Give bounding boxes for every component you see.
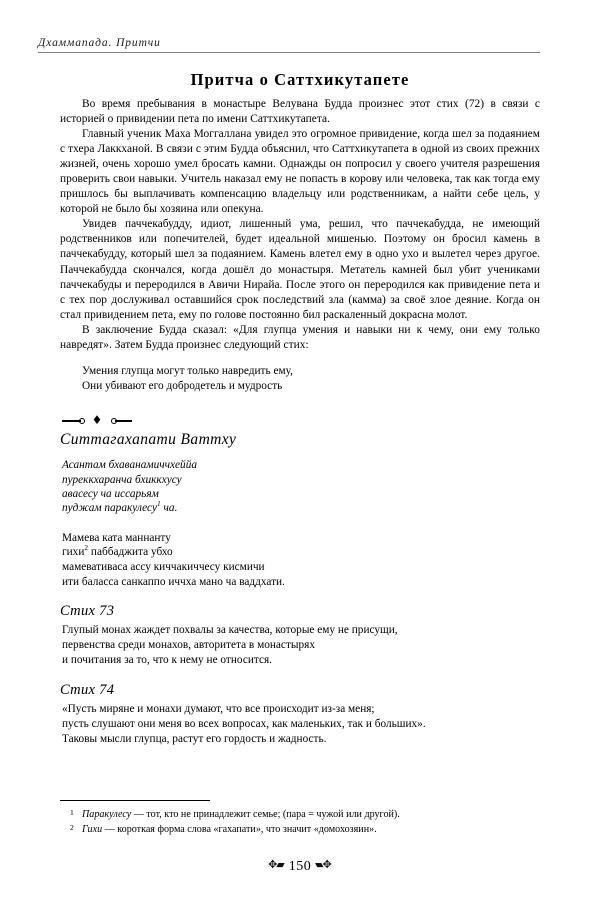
pali-line: Асантам бхаванамиччхеййа <box>62 459 197 472</box>
pali-line: ити баласса санкаппо иччха мано ча ваддхати. <box>62 575 285 588</box>
stanza-line: пусть слушают они меня во всех вопросах, как маленьких, так и больших». <box>62 717 426 730</box>
pali-line <box>62 545 540 560</box>
pali-line-text: гихи <box>62 546 85 559</box>
pali-line: пуреккхаранча бхиккхусу <box>62 473 182 486</box>
paragraph: Во время пребывания в монастыре Велувана Будда произнес этот стих (72) в связи с историей о привидении пета по имени Саттхикутапета. <box>60 98 540 126</box>
stanza-line: первенства среди монахов, авторитета в монастырях <box>62 639 315 652</box>
running-head-rule <box>38 52 540 53</box>
pali-line-text-tail: ча. <box>160 502 178 515</box>
stanza-line: Глупый монах жаждет похвалы за качества, которые ему не присущи, <box>62 624 398 637</box>
footnote-number: 2 <box>70 822 74 832</box>
pali-line: Мамева ката маннанту <box>62 531 171 544</box>
divider-knot-icon: ♦ <box>91 413 103 428</box>
stanza-line: «Пусть миряне и монахи думают, что все происходит из-за меня; <box>62 702 375 715</box>
stanza-line: и почитания за то, что к нему не относится. <box>62 654 272 667</box>
pali-section-heading: Ситтагахапати Ваттху <box>60 431 237 449</box>
pali-verse-roman <box>62 531 540 589</box>
footnote-text: — тот, кто не принадлежит семье; (пара = чужой или другой). <box>131 809 400 821</box>
pali-line: авасесу ча иссарьям <box>62 488 159 501</box>
intro-verse-line: Они убивают его добродетель и мудрость <box>82 380 283 392</box>
divider-dot-left <box>79 418 85 424</box>
intro-verse <box>82 364 540 394</box>
pali-verse-italic <box>62 458 540 516</box>
stanza-body-73 <box>62 623 540 668</box>
body-text <box>60 97 540 747</box>
running-head <box>38 36 540 53</box>
paragraph: В заключение Будда сказал: «Для глупца умения и навыки ни к чему, они ему только навредят». Затем Будда произнес следующий стих: <box>60 323 540 351</box>
folio <box>60 858 540 875</box>
ornament-divider-icon <box>62 415 132 426</box>
footnote-item <box>60 808 540 822</box>
footnote-number: 1 <box>70 808 74 818</box>
pali-line <box>62 501 540 515</box>
intro-verse-line: Умения глупца могут только навредить ему, <box>82 364 293 377</box>
stanza-line: Таковы мысли глупца, растут его гордость и жадность. <box>62 732 327 745</box>
pali-line-text: пуджам паракулесу <box>62 502 157 515</box>
paragraph: Главный ученик Маха Моггаллана увидел это огромное привидение, когда шел за подаянием с тхера Лаккханой. В связи с этим Будда объяснил, что Саттхикутапета в одной из своих прежних жизней, очень хорошо умел бросать камни. Однажды он попросил у своего учителя разрешения проверить свои навыки. Учитель наказал ему не попасть в корову или человека, так как тогда ему пришлось бы выплачивать компенсацию владельцу или родственникам, а найти себе цель, у которой не было бы хозяина или опекуна. <box>60 128 540 216</box>
footnote-marker[interactable]: 2 <box>84 543 89 553</box>
footnote-marker[interactable]: 1 <box>157 499 161 509</box>
page-content <box>38 0 540 913</box>
stanza-body-74 <box>62 702 540 747</box>
stanza-heading-73: Стих 73 <box>60 603 115 620</box>
footnote-term: Паракулесу <box>82 809 132 821</box>
running-head-text: Дхаммапада. Притчи <box>38 37 161 49</box>
folio-ornament-left-icon: ✥▰ <box>268 858 284 871</box>
chapter-title: Притча о Саттхикутапете <box>190 70 410 89</box>
footnote-text: — короткая форма слова «гахапати», что значит «домохозяин». <box>102 823 377 835</box>
stanza-heading-74: Стих 74 <box>60 681 115 698</box>
page-number: 150 <box>288 859 312 874</box>
footnote-item <box>60 823 540 837</box>
paragraph: Увидев паччекабудду, идиот, лишенный ума, решил, что паччекабудда, не имеющий родственников или попечителей, будет идеальной мишенью. Поэтому он бросил камень в паччекабудду, который шел за подаянием. Камень влетел ему в одно ухо и вылетел через другое. Паччекабудда скончался, когда дошёл до монастыря. Метатель камней был убит учениками паччекабуды и переродился в Авичи Нирайа. После этого он переродился как привидение пета и с тех пор дослуживал оставшийся срок последствий зла (камма) за своё злое деяние. Когда он стал привидением пета, ему по голове постоянно бил раскаленный докрасна молот. <box>60 218 540 321</box>
footnote-separator-rule <box>60 800 210 801</box>
divider-bar-right <box>115 420 132 422</box>
footnotes-block <box>60 800 540 837</box>
pali-line-text-tail: паббаджита убхо <box>88 546 173 559</box>
footnote-term: Гихи <box>82 823 103 835</box>
pali-line: мамевативаса ассу киччакиччесу кисмичи <box>62 561 265 574</box>
folio-ornament-right-icon: ✥▰ <box>316 858 332 871</box>
